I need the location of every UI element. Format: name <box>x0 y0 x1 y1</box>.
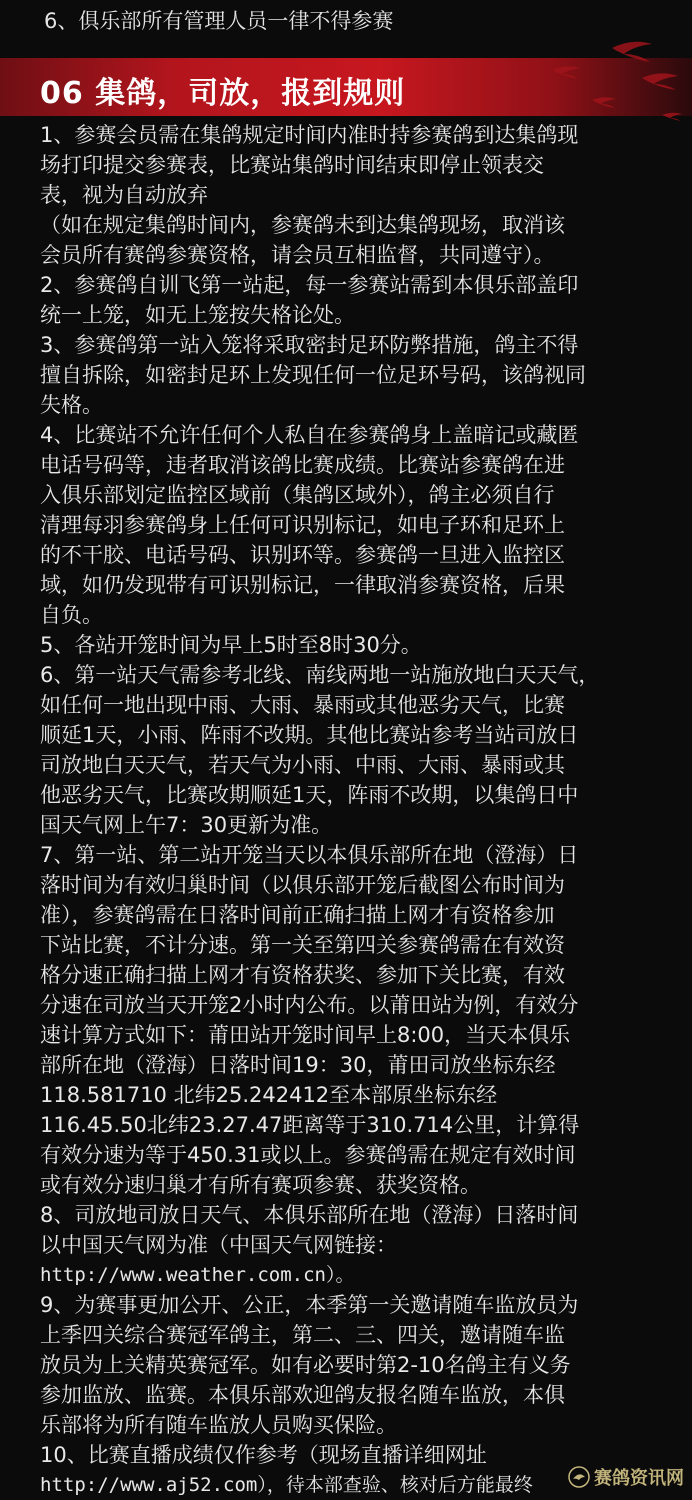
rule-line: 的不干胶、电话号码、识别环等。参赛鸽一旦进入监控区 <box>40 543 565 567</box>
weather-link[interactable]: http://www.weather.com.cn）。 <box>40 1264 355 1286</box>
rule-line: 116.45.50北纬23.27.47距离等于310.714公里，计算得 <box>40 1113 580 1137</box>
rule-line: 或有效分速归巢才有所有赛项参赛、获奖资格。 <box>40 1173 481 1197</box>
rule-line: 下站比赛，不计分速。第一关至第四关参赛鸽需在有效资 <box>40 933 565 957</box>
rule-line: 以中国天气网为准（中国天气网链接： <box>40 1233 397 1257</box>
rule-line: 放员为上关精英赛冠军。如有必要时第2-10名鸽主有义务 <box>40 1353 571 1377</box>
rule-line: 7、第一站、第二站开笼当天以本俱乐部所在地（澄海）日 <box>40 843 579 867</box>
rule-line: 场打印提交参赛表，比赛站集鸽时间结束即停止领表交 <box>40 153 544 177</box>
rule-line: 乐部将为所有随车监放人员购买保险。 <box>40 1413 397 1437</box>
rule-line: 速计算方式如下：莆田站开笼时间早上8:00，当天本俱乐 <box>40 1023 571 1047</box>
rule-line: 表，视为自动放弃 <box>40 183 208 207</box>
rule-line: 参加监放、监赛。本俱乐部欢迎鸽友报名随车监放，本俱 <box>40 1383 565 1407</box>
rule-line: 顺延1天，小雨、阵雨不改期。其他比赛站参考当站司放日 <box>40 723 579 747</box>
rule-line: 118.581710 北纬25.242412至本部原坐标东经 <box>40 1083 498 1107</box>
live-results-link[interactable]: http://www.aj52.com），待本部查验、核对后方能最终 <box>40 1474 533 1496</box>
rule-line: 部所在地（澄海）日落时间19：30，莆田司放坐标东经 <box>40 1053 556 1077</box>
rule-line: 准），参赛鸽需在日落时间前正确扫描上网才有资格参加 <box>40 903 555 927</box>
rule-line: 9、为赛事更加公开、公正，本季第一关邀请随车监放员为 <box>40 1293 579 1317</box>
watermark-text: 赛鸽资讯网 <box>594 1468 684 1489</box>
rule-line: 国天气网上午7：30更新为准。 <box>40 813 333 837</box>
rule-line: 5、各站开笼时间为早上5时至8时30分。 <box>40 633 422 657</box>
rule-line: 会员所有赛鸽参赛资格，请会员互相监督，共同遵守）。 <box>40 243 555 267</box>
rule-line: 6、第一站天气需参考北线、南线两地一站施放地白天天气， <box>40 663 600 687</box>
section-title: 06 集鸽，司放，报到规则 <box>40 76 406 111</box>
rule-line: 4、比赛站不允许任何个人私自在参赛鸽身上盖暗记或藏匿 <box>40 423 579 447</box>
rule-line: 上季四关综合赛冠军鸽主，第二、三、四关，邀请随车监 <box>40 1323 565 1347</box>
rule-line: 8、司放地司放日天气、本俱乐部所在地（澄海）日落时间 <box>40 1203 579 1227</box>
rule-line: 2、参赛鸽自训飞第一站起，每一参赛站需到本俱乐部盖印 <box>40 273 579 297</box>
rule-line: 域，如仍发现带有可识别标记，一律取消参赛资格，后果 <box>40 573 565 597</box>
rule-line: 统一上笼，如无上笼按失格论处。 <box>40 303 355 327</box>
previous-rule-line: 6、俱乐部所有管理人员一律不得参赛 <box>44 9 394 33</box>
rule-line: 分速在司放当天开笼2小时内公布。以莆田站为例，有效分 <box>40 993 579 1017</box>
rule-line: 10、比赛直播成绩仅作参考（现场直播详细网址 <box>40 1443 487 1467</box>
rule-line: 格分速正确扫描上网才有资格获奖、参加下关比赛，有效 <box>40 963 565 987</box>
pigeon-logo-icon <box>568 1466 590 1488</box>
rule-line: 他恶劣天气，比赛改期顺延1天，阵雨不改期，以集鸽日中 <box>40 783 579 807</box>
rule-line: 擅自拆除，如密封足环上发现任何一位足环号码，该鸽视同 <box>40 363 586 387</box>
rule-line: 司放地白天天气，若天气为小雨、中雨、大雨、暴雨或其 <box>40 753 565 777</box>
rule-line: 入俱乐部划定监控区域前（集鸽区域外），鸽主必须自行 <box>40 483 555 507</box>
rule-line: 清理每羽参赛鸽身上任何可识别标记，如电子环和足环上 <box>40 513 565 537</box>
rule-line: 如任何一地出现中雨、大雨、暴雨或其他恶劣天气，比赛 <box>40 693 565 717</box>
rule-line: （如在规定集鸽时间内，参赛鸽未到达集鸽现场，取消该 <box>40 213 565 237</box>
rule-line: 1、参赛会员需在集鸽规定时间内准时持参赛鸽到达集鸽现 <box>40 123 579 147</box>
rule-line: 有效分速为等于450.31或以上。参赛鸽需在规定有效时间 <box>40 1143 576 1167</box>
rule-line: 失格。 <box>40 393 103 417</box>
rule-line: 3、参赛鸽第一站入笼将采取密封足环防弊措施，鸽主不得 <box>40 333 579 357</box>
site-watermark <box>568 1464 684 1490</box>
rule-line: 落时间为有效归巢时间（以俱乐部开笼后截图公布时间为 <box>40 873 565 897</box>
rule-line: 电话号码等，违者取消该鸽比赛成绩。比赛站参赛鸽在进 <box>40 453 565 477</box>
rules-body <box>40 120 676 1500</box>
rule-line: 自负。 <box>40 603 103 627</box>
